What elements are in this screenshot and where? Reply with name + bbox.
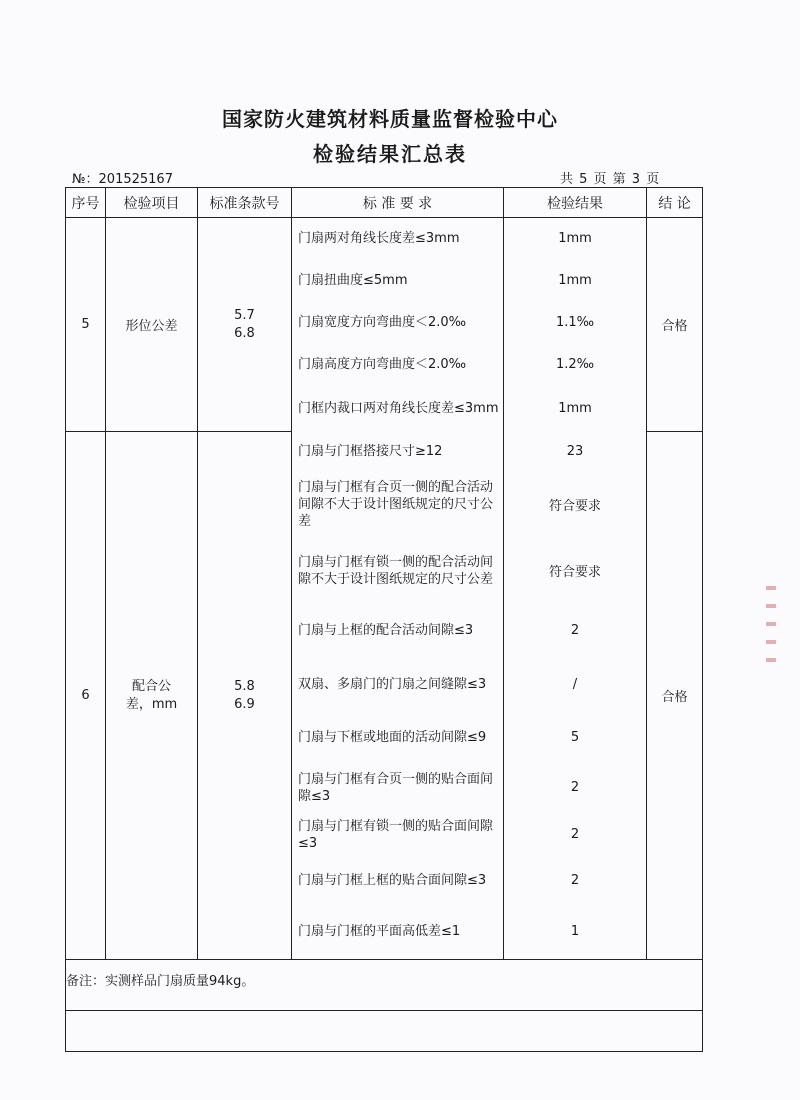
- result: 1.1‰: [504, 302, 647, 344]
- group-standard: [198, 432, 292, 960]
- requirement: 门扇与下框或地面的活动间隙≤9: [292, 712, 504, 764]
- note-row: [66, 960, 703, 1011]
- col-header-result: 检验结果: [504, 188, 647, 218]
- table-row: [66, 432, 703, 472]
- blank-row: [66, 1011, 703, 1052]
- requirement: 门扇扭曲度≤5mm: [292, 260, 504, 302]
- group-no: 6: [66, 432, 106, 960]
- result: 2: [504, 858, 647, 904]
- result: 符合要求: [504, 472, 647, 538]
- result: 1mm: [504, 386, 647, 432]
- requirement: 双扇、多扇门的门扇之间缝隙≤3: [292, 658, 504, 712]
- standard-clause: 6.8: [234, 325, 255, 341]
- standard-clause: 5.8: [234, 678, 255, 694]
- result: 23: [504, 432, 647, 472]
- result: /: [504, 658, 647, 712]
- seal-fragment: [762, 572, 782, 722]
- table-row: [66, 218, 703, 260]
- requirement: 门扇与门框上框的贴合面间隙≤3: [292, 858, 504, 904]
- result: 1: [504, 904, 647, 960]
- report-number: №：201525167: [72, 172, 173, 187]
- requirement: 门扇与门框的平面高低差≤1: [292, 904, 504, 960]
- requirement: 门框内裁口两对角线长度差≤3mm: [292, 386, 504, 432]
- group-standard: [198, 218, 292, 432]
- standard-clause: 6.9: [234, 696, 255, 712]
- result: 2: [504, 604, 647, 658]
- result: 5: [504, 712, 647, 764]
- col-header-conclusion: 结 论: [647, 188, 703, 218]
- page-info: 共 5 页 第 3 页: [560, 172, 660, 187]
- requirement: 门扇与门框有锁一侧的贴合面间隙≤3: [292, 812, 504, 858]
- group-item: 形位公差: [106, 218, 198, 432]
- org-title: 国家防火建筑材料质量监督检验中心: [222, 107, 558, 131]
- group-conclusion: 合格: [647, 432, 703, 960]
- col-header-requirement: 标 准 要 求: [292, 188, 504, 218]
- group-no: 5: [66, 218, 106, 432]
- requirement: 门扇与上框的配合活动间隙≤3: [292, 604, 504, 658]
- result: 1mm: [504, 218, 647, 260]
- result: 符合要求: [504, 538, 647, 604]
- requirement: 门扇与门框搭接尺寸≥12: [292, 432, 504, 472]
- result: 2: [504, 812, 647, 858]
- group-conclusion: 合格: [647, 218, 703, 432]
- requirement: 门扇与门框有合页一侧的贴合面间隙≤3: [292, 764, 504, 812]
- report-title: 检验结果汇总表: [313, 142, 467, 166]
- group-item: [106, 432, 198, 960]
- blank-cell: [66, 1011, 703, 1052]
- col-header-standard: 标准条款号: [198, 188, 292, 218]
- col-header-no: 序号: [66, 188, 106, 218]
- result: 1.2‰: [504, 344, 647, 386]
- requirement: 门扇宽度方向弯曲度＜2.0‰: [292, 302, 504, 344]
- requirement: 门扇与门框有合页一侧的配合活动间隙不大于设计图纸规定的尺寸公差: [292, 472, 504, 538]
- note-text: 备注：实测样品门扇质量94kg。: [66, 960, 703, 1011]
- requirement: 门扇两对角线长度差≤3mm: [292, 218, 504, 260]
- result: 1mm: [504, 260, 647, 302]
- result: 2: [504, 764, 647, 812]
- header-row: [66, 188, 703, 218]
- standard-clause: 5.7: [234, 307, 255, 323]
- col-header-item: 检验项目: [106, 188, 198, 218]
- results-table: [65, 187, 703, 1052]
- group-item-label: 配合公差，mm: [125, 678, 178, 712]
- requirement: 门扇与门框有锁一侧的配合活动间隙不大于设计图纸规定的尺寸公差: [292, 538, 504, 604]
- requirement: 门扇高度方向弯曲度＜2.0‰: [292, 344, 504, 386]
